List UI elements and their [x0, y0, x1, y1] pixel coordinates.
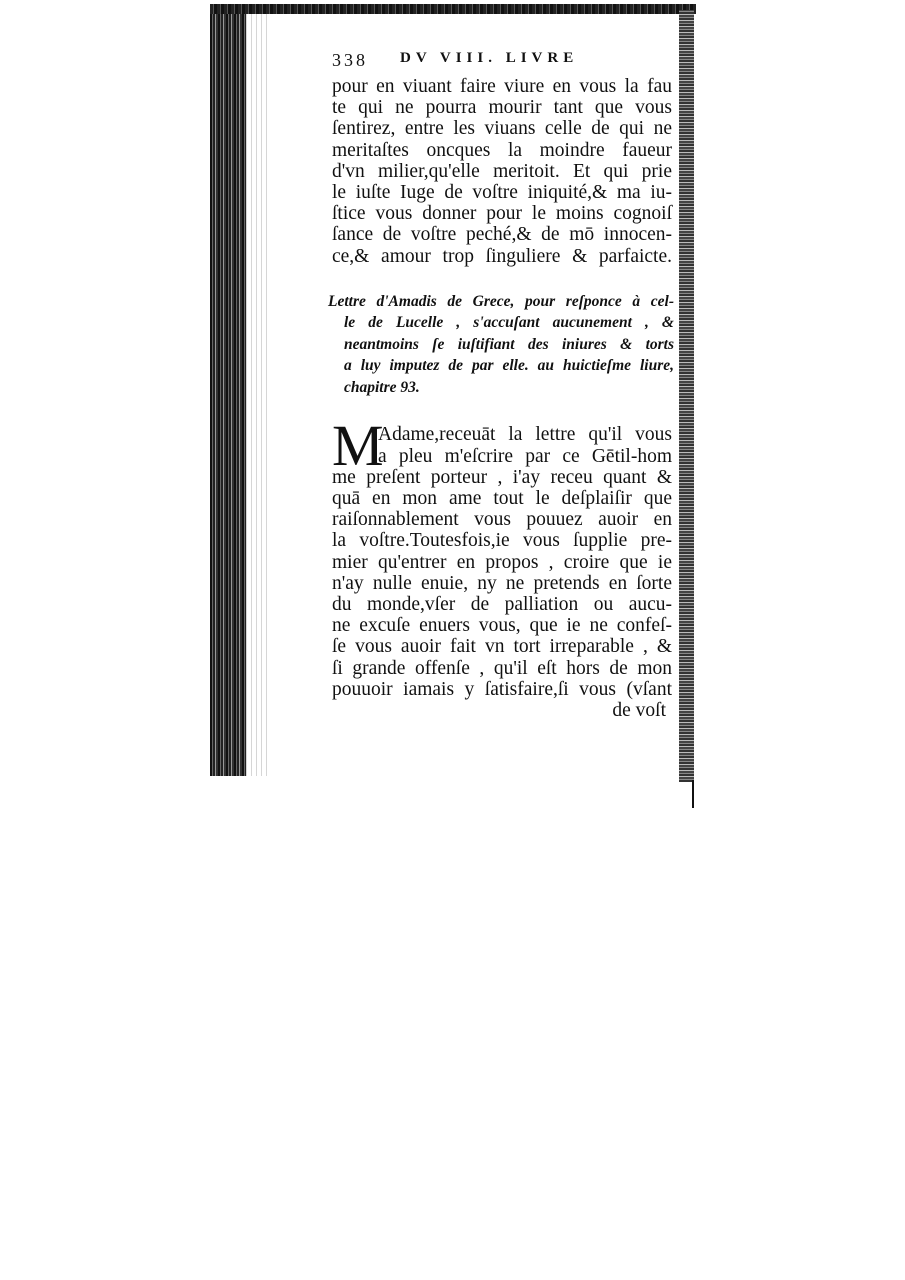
running-header: [332, 50, 672, 76]
letter-body: [332, 413, 672, 721]
page-fore-edge: [679, 10, 694, 782]
passage-line: d'vn milier,qu'elle meritoit. Et qui prie: [332, 160, 672, 182]
passage: [332, 76, 672, 267]
letter-line: a pleu m'eſcrire par ce Gētil-hom: [378, 445, 672, 467]
letter-line: raiſonnablement vous pouuez auoir en: [332, 509, 672, 531]
letter-line: la voſtre.Toutesfois,ie vous ſupplie pre-: [332, 530, 672, 552]
letter-title-line: chapitre 93.: [344, 378, 420, 396]
running-title: DV VIII. LIVRE: [400, 50, 579, 66]
gutter-shadow: [246, 4, 268, 776]
page-text-block: [328, 50, 674, 721]
letter-line: ſe vous auoir fait vn tort irreparable , &: [332, 636, 672, 658]
passage-line: ſance de voſtre peché,& de mō innocen-: [332, 224, 672, 246]
page-top-edge: [210, 4, 696, 14]
letter-title-line: le de Lucelle , s'accuſant aucunement , &: [344, 314, 674, 332]
passage-line: ſtice vous donner pour le moins cognoiſ: [332, 203, 672, 225]
letter-title-line: neantmoins ſe iuſtifiant des iniures & torts: [344, 335, 674, 353]
letter-title-line: a luy imputez de par elle. au huictieſme liure,: [344, 357, 674, 375]
letter-line: ne excuſe enuers vous, que ie ne confeſ-: [332, 615, 672, 637]
drop-cap: M: [332, 413, 384, 479]
letter-line: mier qu'entrer en propos , croire que ie: [332, 551, 672, 573]
letter-line: quā en mon ame tout le deſplaiſir que: [332, 487, 672, 509]
page-number: 338: [332, 50, 368, 70]
letter-line: n'ay nulle enuie, ny ne pretends en ſorte: [332, 572, 672, 594]
letter-line: du monde,vſer de palliation ou aucu-: [332, 593, 672, 615]
letter-line: Adame,receuāt la lettre qu'il vous: [378, 424, 672, 446]
passage-line: meritaſtes oncques la moindre faueur: [332, 139, 672, 161]
passage-line: te qui ne pourra mourir tant que vous: [332, 97, 672, 119]
passage-line: pour en viuant faire viure en vous la fau: [332, 76, 672, 97]
letter-line: pouuoir iamais y ſatisfaire,ſi vous (vſant: [332, 678, 672, 700]
page-edge-rule: [692, 780, 694, 808]
letter-title: [328, 291, 674, 399]
letter-title-line: Lettre d'Amadis de Grece, pour reſponce à cel-: [328, 292, 674, 310]
letter-line: me preſent porteur , i'ay receu quant &: [332, 466, 672, 488]
passage-line: ce,& amour trop ſinguliere & parfaicte.: [332, 245, 672, 267]
letter-line: ſi grande offenſe , qu'il eſt hors de mon: [332, 657, 672, 679]
passage-line: le iuſte Iuge de voſtre iniquité,& ma iu-: [332, 182, 672, 204]
passage-line: ſentirez, entre les viuans celle de qui ne: [332, 118, 672, 140]
book-binding-edge: [210, 4, 246, 776]
catchword: de voſt: [612, 699, 666, 721]
